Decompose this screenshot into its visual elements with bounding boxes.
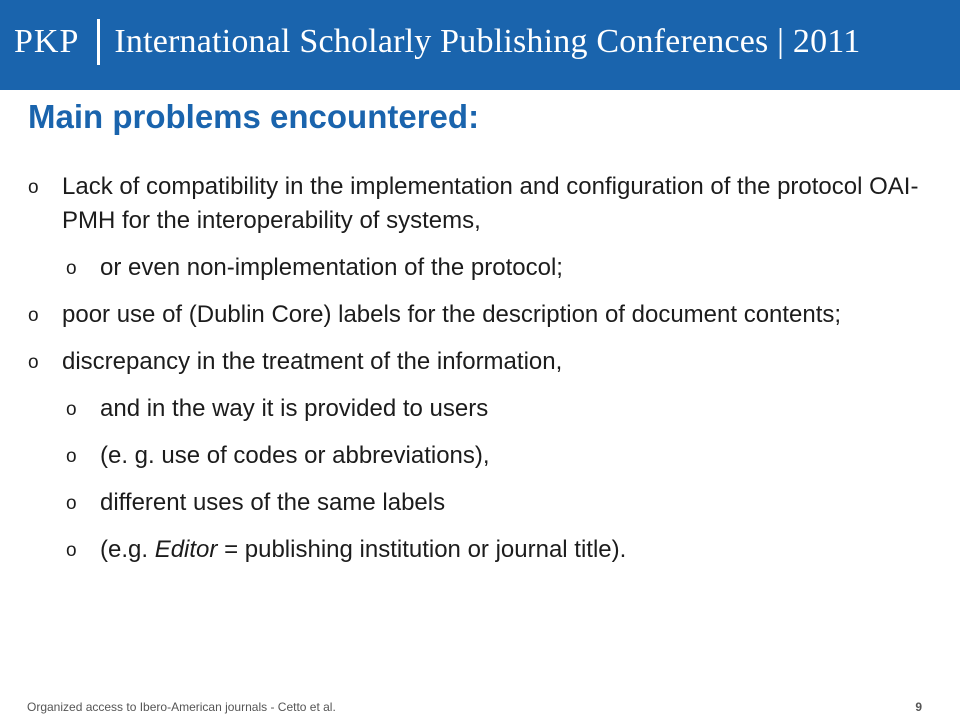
banner-content [14,20,860,64]
bullet-marker: o [66,446,77,467]
bullet-marker: o [28,352,39,373]
bullet-marker: o [28,305,39,326]
bullet-text: Lack of compatibility in the implementation and configuration of the protocol OAI-PMH for the interoperability of systems, [62,173,919,234]
bullet-text-part: (e.g. [100,536,155,563]
bullet-text: discrepancy in the treatment of the information, [62,348,563,375]
banner-divider [97,19,100,65]
bullet-text: different uses of the same labels [100,489,446,516]
editor-emphasis: Editor [154,536,218,563]
bullet-marker: o [66,493,77,514]
bullet-list [28,170,938,580]
bullet-item [28,298,938,332]
bullet-text: or even non-implementation of the protocol; [100,254,563,281]
footer-citation: Organized access to Ibero-American journals - Cetto et al. [27,700,336,714]
bullet-text-part: = publishing institution or journal title). [217,536,627,563]
bullet-marker: o [28,177,39,198]
sub-bullet-item [28,486,938,520]
bullet-marker: o [66,399,77,420]
bullet-item [28,170,938,238]
bullet-text: and in the way it is provided to users [100,395,489,422]
sub-bullet-item [28,439,938,473]
bullet-text: (e. g. use of codes or abbreviations), [100,442,490,469]
sub-bullet-item [28,392,938,426]
header-banner [0,0,960,90]
bullet-marker: o [66,258,77,279]
bullet-item [28,345,938,379]
sub-bullet-item [28,533,938,567]
conference-title: International Scholarly Publishing Conferences | 2011 [114,23,861,60]
bullet-marker: o [66,540,77,561]
bullet-text: poor use of (Dublin Core) labels for the description of document contents; [62,301,842,328]
page-number: 9 [915,700,922,714]
pkp-logo: PKP [14,23,80,60]
slide-title: Main problems encountered: [28,98,480,135]
sub-bullet-item [28,251,938,285]
